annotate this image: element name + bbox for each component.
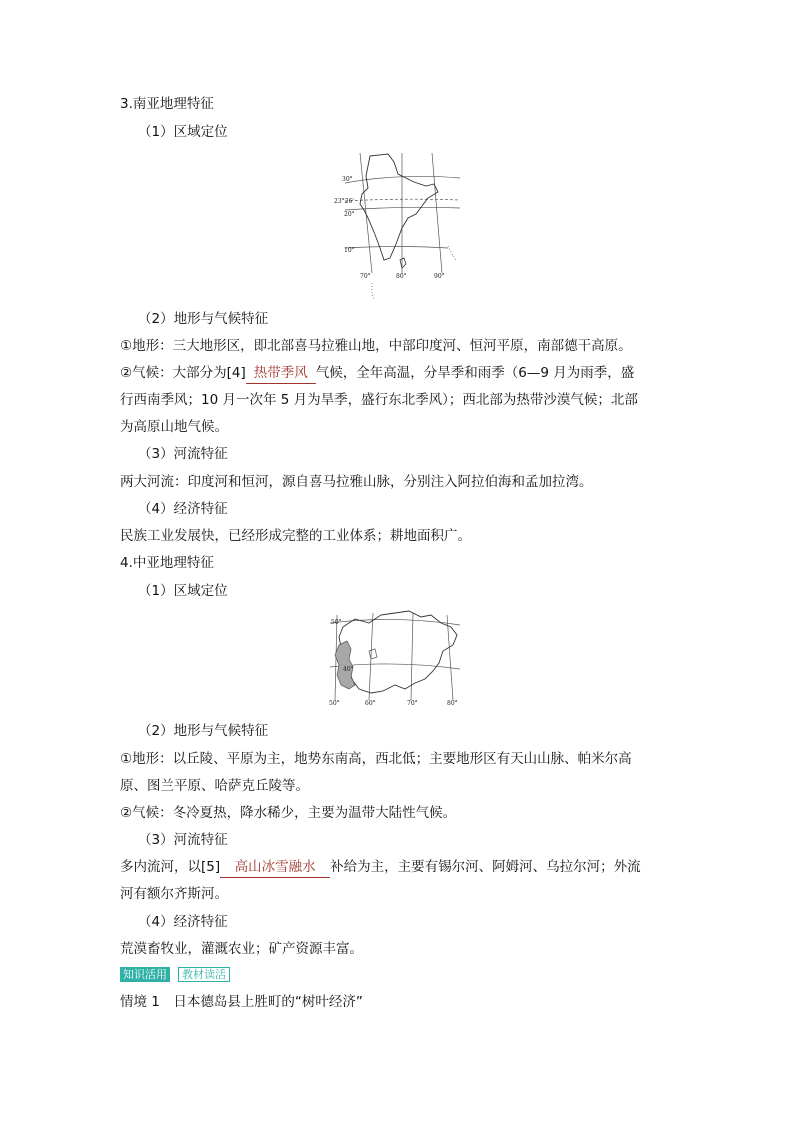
section-4-sub-terrain: （2）地形与气候特征 bbox=[138, 723, 269, 739]
section-4-terrain-line-2: 原、图兰平原、哈萨克丘陵等。 bbox=[120, 778, 309, 794]
section-4-title: 4.中亚地理特征 bbox=[120, 555, 214, 571]
lon-60-label: 60° bbox=[365, 700, 376, 707]
caspian-sea-shape bbox=[335, 641, 355, 689]
section-4-sub-economy: （4）经济特征 bbox=[138, 914, 228, 930]
lon-70-label: 70° bbox=[360, 273, 371, 280]
lat-40-label: 40° bbox=[343, 666, 354, 673]
lon-80-label: 80° bbox=[447, 700, 458, 707]
section-4-sub-rivers: （3）河流特征 bbox=[138, 832, 228, 848]
section-3-climate-line-2: 行西南季风；10 月一次年 5 月为旱季，盛行东北季风）；西北部为热带沙漠气候；北部 bbox=[120, 392, 638, 408]
section-3-sub-economy: （4）经济特征 bbox=[138, 501, 228, 517]
badge-textbook-read: 教材读活 bbox=[178, 967, 230, 982]
section-3-terrain-text: ①地形：三大地形区，即北部喜马拉雅山地，中部印度河、恒河平原，南部德干高原。 bbox=[120, 338, 632, 354]
lat-30-label: 30° bbox=[342, 176, 353, 183]
climate-text-a: ②气候：大部分为[4] bbox=[120, 365, 246, 381]
lon-50-label: 50° bbox=[329, 700, 340, 707]
section-3-sub-terrain: （2）地形与气候特征 bbox=[138, 311, 269, 327]
badge-knowledge-apply: 知识活用 bbox=[120, 967, 170, 982]
section-4-economy-text: 荒漠畜牧业，灌溉农业；矿产资源丰富。 bbox=[120, 941, 363, 957]
lon-70-label: 70° bbox=[407, 700, 418, 707]
lat-10-label: 10° bbox=[344, 247, 355, 254]
rivers-text-a: 多内流河，以[5] bbox=[120, 859, 221, 875]
situation-1-title: 情境 1 日本德岛县上胜町的“树叶经济” bbox=[120, 994, 363, 1010]
section-3-economy-text: 民族工业发展快，已经形成完整的工业体系；耕地面积广。 bbox=[120, 528, 471, 544]
section-4-sub-location: （1）区域定位 bbox=[138, 583, 228, 599]
lat-20-label: 20° bbox=[344, 211, 355, 218]
section-3-rivers-text: 两大河流：印度河和恒河，源自喜马拉雅山脉，分别注入阿拉伯海和孟加拉湾。 bbox=[120, 474, 593, 490]
lat-50-label: 50° bbox=[331, 619, 342, 626]
lon-90-label: 90° bbox=[434, 273, 445, 280]
section-3-climate-line-1 bbox=[120, 363, 634, 384]
section-4-climate-text: ②气候：冬冷夏热，降水稀少，主要为温带大陆性气候。 bbox=[120, 805, 457, 821]
section-3-sub-location: （1）区域定位 bbox=[138, 124, 228, 140]
section-3-sub-rivers: （3）河流特征 bbox=[138, 446, 228, 462]
section-3-title: 3.南亚地理特征 bbox=[120, 96, 214, 112]
section-4-rivers-line-1 bbox=[120, 857, 641, 878]
section-4-rivers-line-2: 河有额尔齐斯河。 bbox=[120, 886, 228, 902]
lon-80-label: 80° bbox=[396, 273, 407, 280]
central-asia-map bbox=[325, 605, 465, 710]
climate-answer: 热带季风 bbox=[246, 363, 316, 384]
section-3-climate-line-3: 为高原山地气候。 bbox=[120, 419, 228, 435]
rivers-text-b: 补给为主，主要有锡尔河、阿姆河、乌拉尔河；外流 bbox=[330, 859, 641, 875]
lat-23-label: 23°26' bbox=[334, 198, 354, 205]
climate-text-b: 气候，全年高温，分旱季和雨季（6—9 月为雨季，盛 bbox=[315, 365, 635, 381]
south-asia-map bbox=[330, 148, 465, 308]
section-4-terrain-line-1: ①地形：以丘陵、平原为主，地势东南高，西北低；主要地形区有天山山脉、帕米尔高 bbox=[120, 751, 632, 767]
rivers-answer: 高山冰雪融水 bbox=[220, 857, 330, 878]
